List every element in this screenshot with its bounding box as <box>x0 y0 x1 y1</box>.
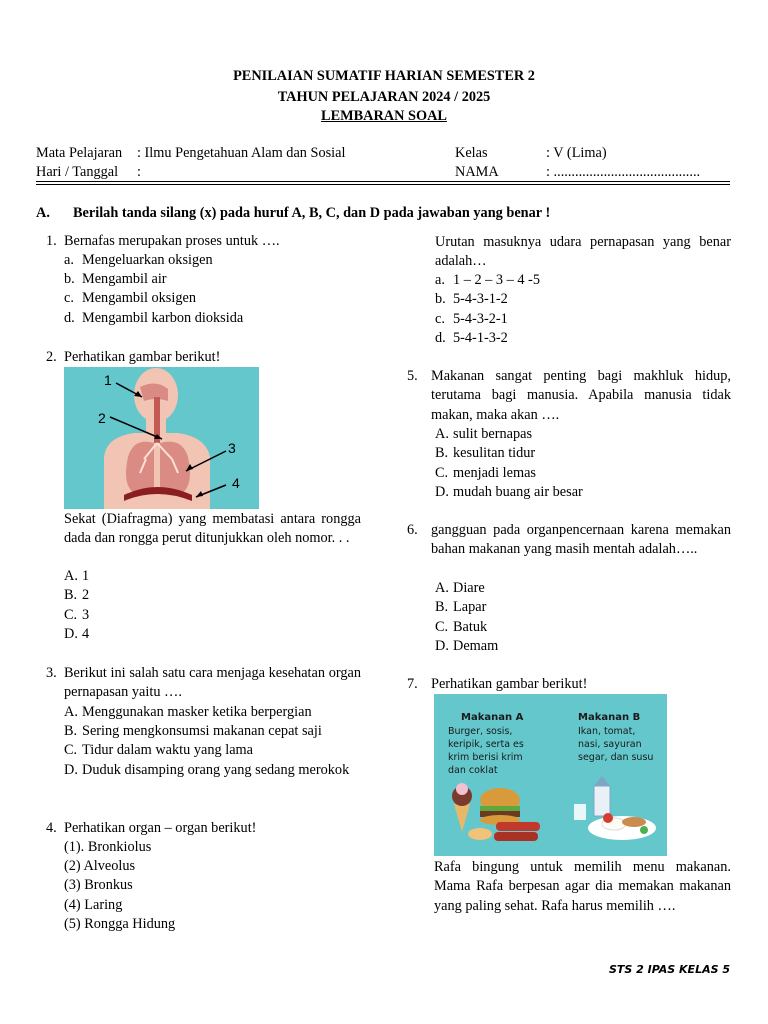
q3-option-a-letter: A. <box>64 704 78 720</box>
subject-value: : Ilmu Pengetahuan Alam dan Sosial <box>137 145 346 161</box>
q4-question: Urutan masuknya udara pernapasan yang benar adalah… <box>435 234 731 270</box>
q4-option-c[interactable]: 5-4-3-2-1 <box>453 311 508 327</box>
q4-number: 4. <box>46 820 57 836</box>
q4-option-d[interactable]: 5-4-1-3-2 <box>453 330 508 346</box>
section-letter: A. <box>36 205 50 221</box>
q2-option-d[interactable]: 4 <box>82 626 90 642</box>
image-label-2: 2 <box>98 410 106 426</box>
q2-option-c[interactable]: 3 <box>82 607 90 623</box>
q7-number: 7. <box>407 676 418 692</box>
q4-option-b-letter: b. <box>435 291 446 307</box>
burger-lettuce <box>480 806 520 811</box>
q1-number: 1. <box>46 233 57 249</box>
food-b-line-3: segar, dan susu <box>578 752 654 763</box>
q1-option-a[interactable]: Mengeluarkan oksigen <box>82 252 213 268</box>
food-a-line-4: dan coklat <box>448 765 498 776</box>
q3-option-d[interactable]: Duduk disamping orang yang sedang merokok <box>82 762 350 778</box>
q6-text: gangguan pada organpencernaan karena memakan bahan makanan yang masih mentah adalah….. <box>431 522 731 558</box>
q4-option-a-letter: a. <box>435 272 445 288</box>
q3-option-c[interactable]: Tidur dalam waktu yang lama <box>82 742 254 758</box>
header-year: TAHUN PELAJARAN 2024 / 2025 <box>277 89 491 105</box>
date-value: : <box>137 164 141 180</box>
footer-label: STS 2 IPAS KELAS 5 <box>608 963 730 976</box>
food-comparison-image <box>434 694 667 856</box>
q4-text: Perhatikan organ – organ berikut! <box>64 820 257 836</box>
divider-top <box>36 181 730 182</box>
q1-option-c[interactable]: Mengambil oksigen <box>82 290 196 306</box>
q3-option-b-letter: B. <box>64 723 78 739</box>
q5-option-d[interactable]: mudah buang air besar <box>453 484 583 500</box>
q4-item-2: (2) Alveolus <box>64 858 136 874</box>
q5-option-a-letter: A. <box>435 426 449 442</box>
food-a-line-1: Burger, sosis, <box>448 726 513 737</box>
food-b-line-2: nasi, sayuran <box>578 739 642 750</box>
name-value: : ......................................... <box>546 164 701 180</box>
divider-bottom <box>36 184 730 185</box>
q5-option-b[interactable]: kesulitan tidur <box>453 445 536 461</box>
vegetables <box>640 826 648 834</box>
food-a-title: Makanan A <box>461 712 524 723</box>
q4-item-3: (3) Bronkus <box>64 877 133 893</box>
respiratory-system-image <box>64 367 259 509</box>
q4-option-d-letter: d. <box>435 330 446 346</box>
q2-option-a-letter: A. <box>64 568 78 584</box>
q4-option-b[interactable]: 5-4-3-1-2 <box>453 291 508 307</box>
q1-option-c-letter: c. <box>64 290 74 306</box>
q2-option-b[interactable]: 2 <box>82 587 90 603</box>
section-instruction: Berilah tanda silang (x) pada huruf A, B, C, dan D pada jawaban yang benar ! <box>73 205 551 221</box>
q3-option-c-letter: C. <box>64 742 78 758</box>
sausage-2 <box>494 832 538 841</box>
q6-option-c[interactable]: Batuk <box>453 619 488 635</box>
q4-item-1: (1). Bronkiolus <box>64 839 152 855</box>
q3-text: Berikut ini salah satu cara menjaga kesehatan organ pernapasan yaitu …. <box>64 665 361 701</box>
q3-option-b[interactable]: Sering mengkonsumsi makanan cepat saji <box>82 723 322 739</box>
date-label: Hari / Tanggal <box>36 164 119 180</box>
q6-option-a[interactable]: Diare <box>453 580 485 596</box>
q6-option-b-letter: B. <box>435 599 449 615</box>
q4-item-5: (5) Rongga Hidung <box>64 916 176 932</box>
food-a-line-3: krim berisi krim <box>448 752 523 763</box>
q5-option-b-letter: B. <box>435 445 449 461</box>
q6-option-d-letter: D. <box>435 638 449 654</box>
q6-number: 6. <box>407 522 418 538</box>
q2-option-a[interactable]: 1 <box>82 568 90 584</box>
q1-option-d-letter: d. <box>64 310 75 326</box>
q6-option-d[interactable]: Demam <box>453 638 499 654</box>
food-b-line-1: Ikan, tomat, <box>578 726 636 737</box>
q4-option-c-letter: c. <box>435 311 445 327</box>
subject-label: Mata Pelajaran <box>36 145 123 161</box>
milk-glass <box>574 804 586 820</box>
header-subtitle: LEMBARAN SOAL <box>321 108 447 124</box>
food-a-line-2: keripik, serta es <box>448 739 524 750</box>
fish <box>622 817 646 827</box>
q2-text: Perhatikan gambar berikut! <box>64 349 221 365</box>
sausage-1 <box>496 822 540 831</box>
q5-option-d-letter: D. <box>435 484 449 500</box>
q5-option-c-letter: C. <box>435 465 449 481</box>
q2-option-d-letter: D. <box>64 626 78 642</box>
class-label: Kelas <box>455 145 488 161</box>
q1-option-b[interactable]: Mengambil air <box>82 271 167 287</box>
q1-option-b-letter: b. <box>64 271 75 287</box>
header-title: PENILAIAN SUMATIF HARIAN SEMESTER 2 <box>233 68 535 84</box>
q5-option-a[interactable]: sulit bernapas <box>453 426 533 442</box>
food-b-title: Makanan B <box>578 712 641 723</box>
q3-option-d-letter: D. <box>64 762 78 778</box>
q2-option-c-letter: C. <box>64 607 78 623</box>
q1-text: Bernafas merupakan proses untuk …. <box>64 233 280 249</box>
q3-option-a[interactable]: Menggunakan masker ketika berpergian <box>82 704 312 720</box>
class-value: : V (Lima) <box>546 145 607 161</box>
q2-option-b-letter: B. <box>64 587 78 603</box>
ice-cream-top <box>456 783 468 795</box>
q5-text: Makanan sangat penting bagi makhluk hidup, terutama bagi manusia. Apabila manusia tidak makan, maka akan …. <box>431 368 731 423</box>
milk-carton <box>594 786 610 816</box>
q1-option-a-letter: a. <box>64 252 74 268</box>
image-label-4: 4 <box>232 475 240 491</box>
q4-option-a[interactable]: 1 – 2 – 3 – 4 -5 <box>453 272 540 288</box>
q6-option-a-letter: A. <box>435 580 449 596</box>
q5-number: 5. <box>407 368 418 384</box>
image-label-3: 3 <box>228 440 236 456</box>
q6-option-c-letter: C. <box>435 619 449 635</box>
q3-number: 3. <box>46 665 57 681</box>
q2-number: 2. <box>46 349 57 365</box>
q1-option-d[interactable]: Mengambil karbon dioksida <box>82 310 244 326</box>
image-label-1: 1 <box>104 372 112 388</box>
q5-option-c[interactable]: menjadi lemas <box>453 465 536 481</box>
name-label: NAMA <box>455 164 499 180</box>
q7-question: Rafa bingung untuk memilih menu makanan. Mama Rafa berpesan agar dia memakan makanan yang paling sehat. Rafa harus memilih …. <box>434 859 731 914</box>
q2-question: Sekat (Diafragma) yang membatasi antara rongga dada dan rongga perut ditunjukkan oleh nomor. . . <box>64 511 361 547</box>
q4-item-4: (4) Laring <box>64 897 123 913</box>
tomato <box>603 813 613 823</box>
q7-text: Perhatikan gambar berikut! <box>431 676 588 692</box>
chips <box>468 828 492 840</box>
q6-option-b[interactable]: Lapar <box>453 599 487 615</box>
